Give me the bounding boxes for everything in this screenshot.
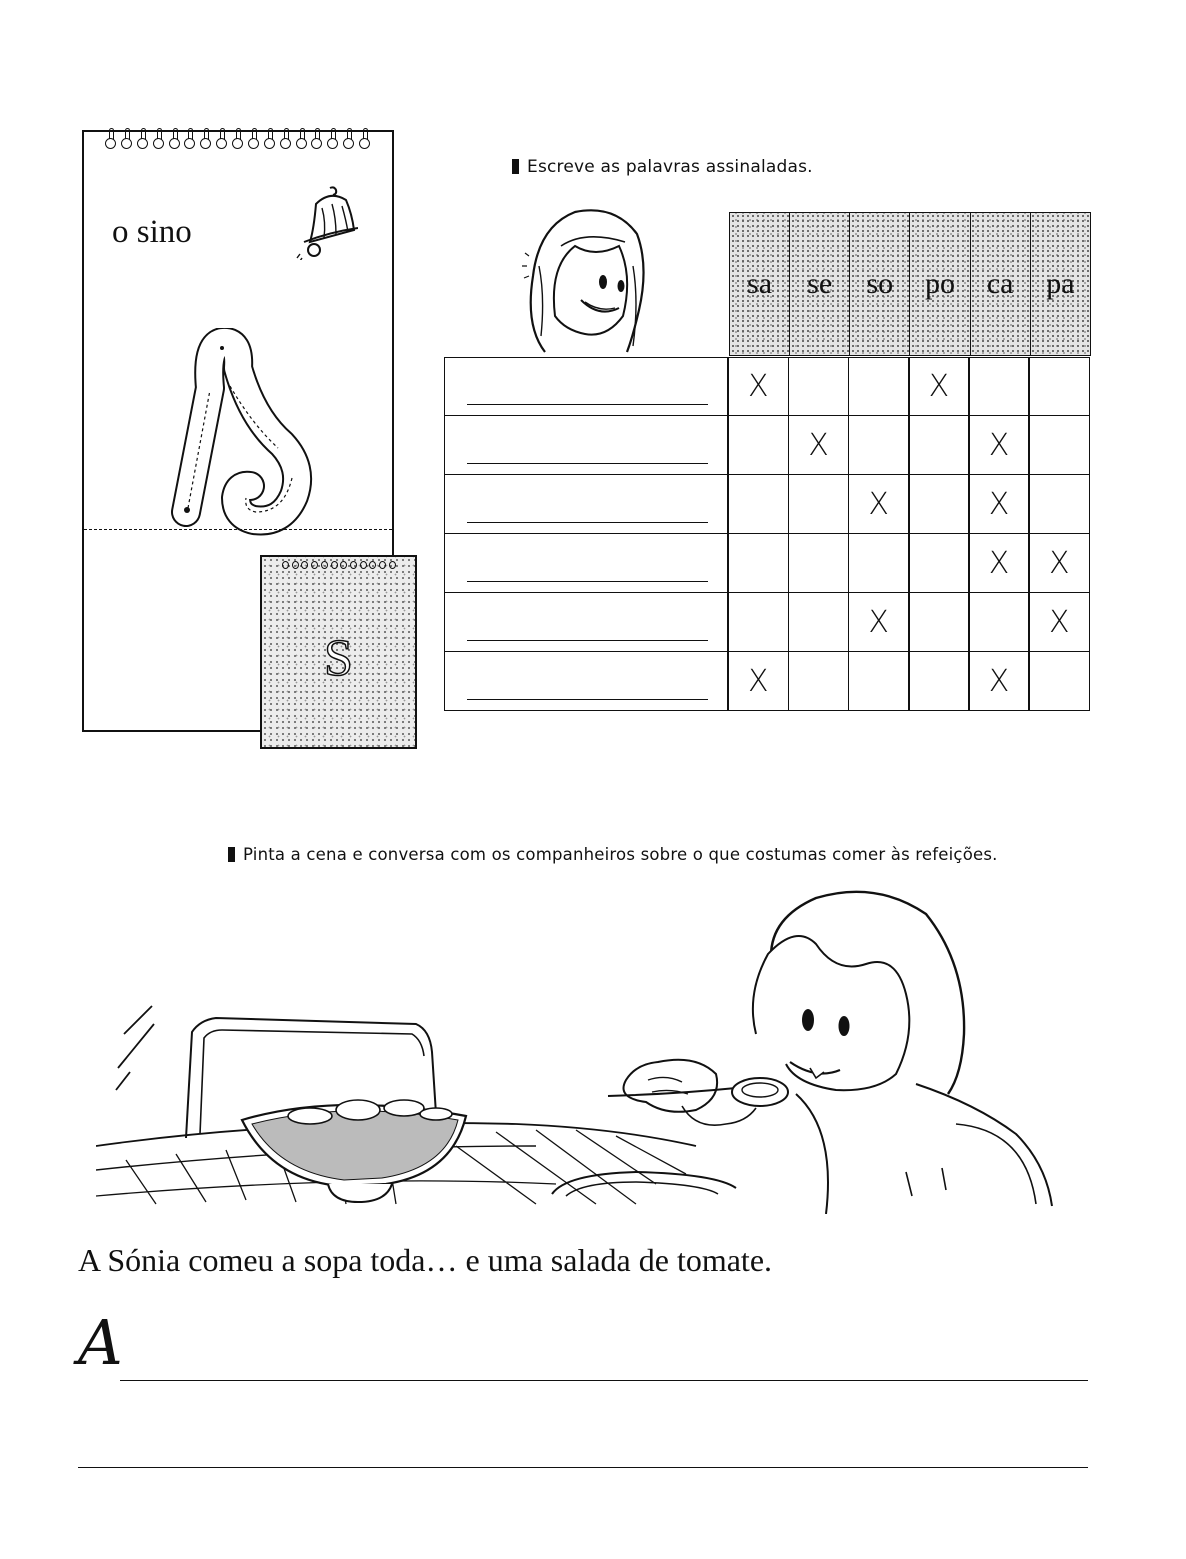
x-mark: X: [868, 604, 889, 640]
notebook-word: o sino: [112, 214, 192, 250]
mark-cell[interactable]: [788, 416, 850, 475]
mark-cell[interactable]: [788, 357, 850, 416]
syllable-header: so: [850, 213, 910, 356]
mark-cell[interactable]: [848, 593, 910, 652]
syllable-header: pa: [1030, 213, 1090, 356]
x-mark: X: [988, 486, 1010, 522]
bell-icon: [296, 184, 358, 260]
mark-cell[interactable]: [848, 416, 910, 475]
mark-cell[interactable]: [968, 357, 1030, 416]
syllable-header-row: [730, 213, 1091, 356]
mark-cell[interactable]: [727, 593, 789, 652]
answer-row: [444, 652, 1090, 711]
mark-cell[interactable]: [727, 652, 789, 711]
syllable-header: sa: [730, 213, 790, 356]
x-mark: X: [748, 663, 769, 699]
answer-row: [444, 534, 1090, 593]
answer-write-cell[interactable]: [444, 593, 729, 652]
answer-row: [444, 593, 1090, 652]
mark-cell[interactable]: [968, 534, 1030, 593]
mark-cell[interactable]: [848, 652, 910, 711]
answer-row: [444, 416, 1090, 475]
small-spiral-rings: [282, 559, 395, 569]
mark-cell[interactable]: [1028, 652, 1090, 711]
spiral-rings: [104, 128, 372, 150]
mark-cell[interactable]: [1028, 475, 1090, 534]
exercise1-instruction: Escreve as palavras assinaladas.: [527, 157, 813, 177]
mark-cell[interactable]: [788, 534, 850, 593]
mark-cell[interactable]: [1028, 357, 1090, 416]
notebook-divider: [84, 529, 392, 530]
mark-cell[interactable]: [848, 475, 910, 534]
mark-cell[interactable]: [727, 475, 789, 534]
x-mark: X: [1049, 545, 1070, 581]
answer-write-cell[interactable]: [444, 416, 729, 475]
small-letter-card: [260, 555, 417, 749]
answer-blank-line[interactable]: [467, 522, 708, 523]
exercise2-instruction: Pinta a cena e conversa com os companheiros sobre o que costumas comer às refeições.: [243, 845, 998, 864]
mark-cell[interactable]: [1028, 534, 1090, 593]
mark-cell[interactable]: [908, 593, 970, 652]
writing-line-2[interactable]: [78, 1467, 1088, 1468]
mark-cell[interactable]: [727, 534, 789, 593]
cursive-s-icon: [166, 328, 326, 540]
mark-cell[interactable]: [908, 652, 970, 711]
mark-cell[interactable]: [727, 416, 789, 475]
mark-cell[interactable]: [727, 357, 789, 416]
x-mark: X: [988, 545, 1010, 581]
answer-row: [444, 357, 1090, 416]
girl-face-icon: [515, 206, 651, 356]
writing-start-letter: A: [78, 1306, 123, 1379]
mark-cell[interactable]: [1028, 593, 1090, 652]
writing-line-1[interactable]: [120, 1380, 1088, 1381]
mark-cell[interactable]: [968, 416, 1030, 475]
mark-cell[interactable]: [968, 593, 1030, 652]
answer-blank-line[interactable]: [467, 463, 708, 464]
answer-blank-line[interactable]: [467, 581, 708, 582]
mark-cell[interactable]: [908, 357, 970, 416]
answer-write-cell[interactable]: [444, 357, 729, 416]
mark-cell[interactable]: [848, 357, 910, 416]
mark-cell[interactable]: [908, 534, 970, 593]
x-mark: X: [928, 369, 950, 404]
girl-eating-soup-illustration: [96, 884, 1066, 1214]
mark-cell[interactable]: [1028, 416, 1090, 475]
exercise2-instruction-line: [228, 845, 998, 864]
answer-blank-line[interactable]: [467, 640, 708, 641]
small-card-letter: S: [324, 630, 353, 687]
answer-blank-line[interactable]: [467, 404, 708, 405]
x-mark: X: [1049, 604, 1070, 640]
answer-blank-line[interactable]: [467, 699, 708, 700]
mark-cell[interactable]: [848, 534, 910, 593]
square-bullet-icon: [228, 847, 235, 862]
syllable-header: po: [910, 213, 970, 356]
x-mark: X: [988, 427, 1010, 463]
exercise1-instruction-line: [512, 157, 813, 177]
syllable-table: [729, 212, 1091, 356]
x-mark: X: [808, 427, 829, 463]
mark-cell[interactable]: [788, 593, 850, 652]
x-mark: X: [868, 486, 889, 522]
answer-grid: [444, 357, 1090, 713]
square-bullet-icon: [512, 159, 519, 174]
mark-cell[interactable]: [788, 475, 850, 534]
x-mark: X: [748, 369, 769, 404]
mark-cell[interactable]: [788, 652, 850, 711]
mark-cell[interactable]: [908, 475, 970, 534]
x-mark: X: [988, 663, 1010, 699]
syllable-header: se: [790, 213, 850, 356]
answer-write-cell[interactable]: [444, 534, 729, 593]
mark-cell[interactable]: [908, 416, 970, 475]
mark-cell[interactable]: [968, 652, 1030, 711]
answer-row: [444, 475, 1090, 534]
story-sentence: A Sónia comeu a sopa toda… e uma salada de tomate.: [78, 1242, 773, 1278]
answer-write-cell[interactable]: [444, 475, 729, 534]
answer-write-cell[interactable]: [444, 652, 729, 711]
mark-cell[interactable]: [968, 475, 1030, 534]
syllable-header: ca: [970, 213, 1030, 356]
